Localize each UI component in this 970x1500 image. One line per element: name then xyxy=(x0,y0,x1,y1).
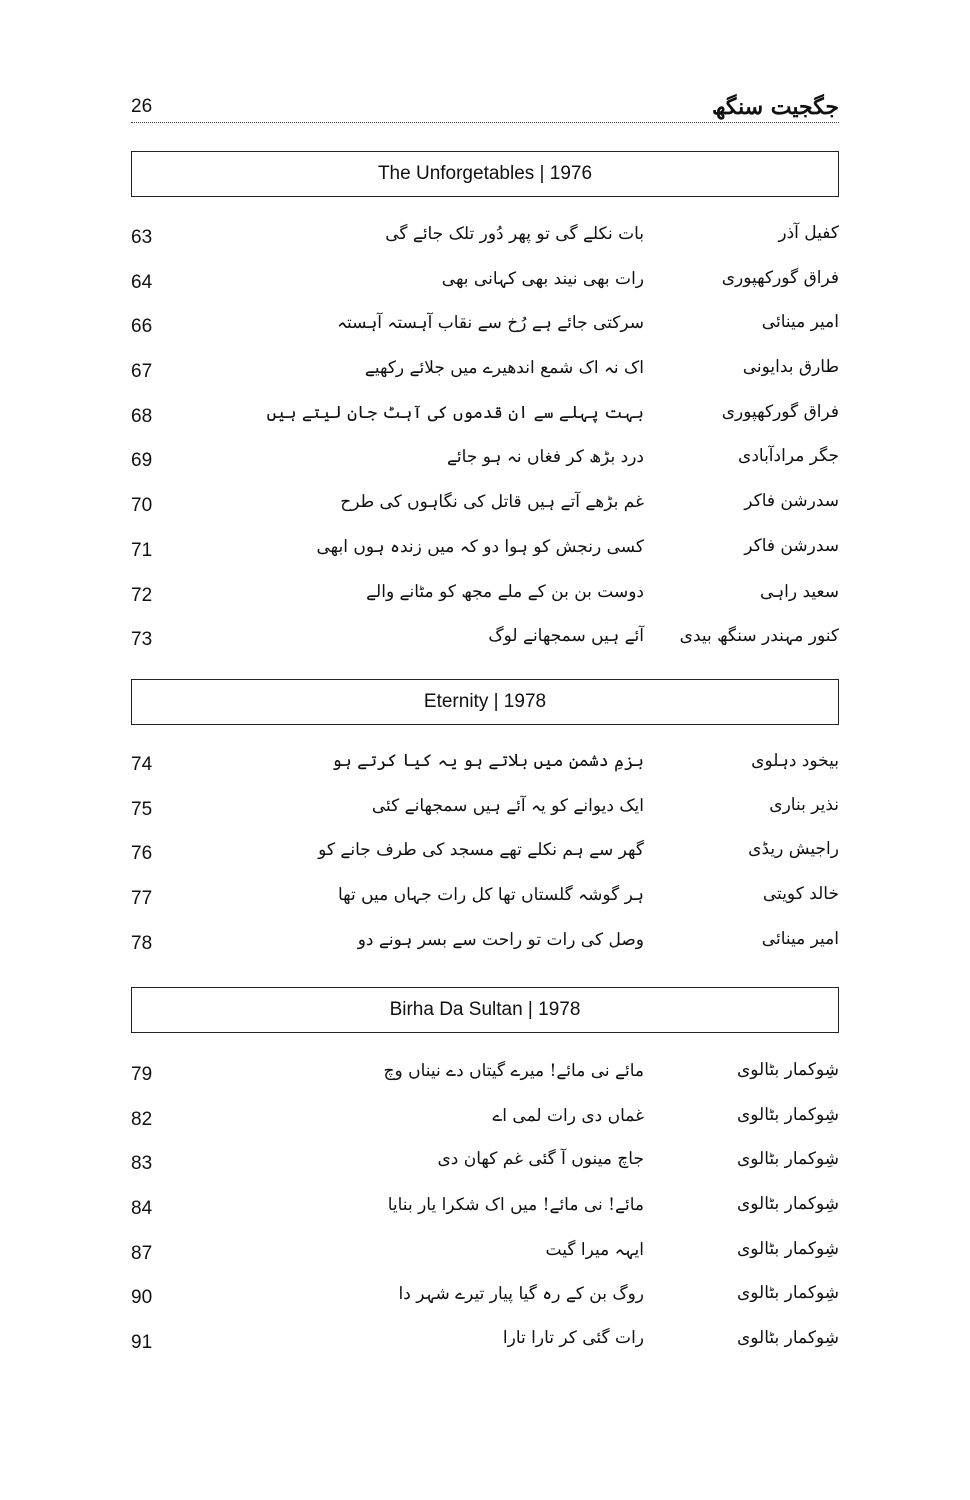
page-header xyxy=(131,82,839,123)
song-title: رات بھی نیند بھی کہانی بھی xyxy=(441,268,644,289)
page-ref: 77 xyxy=(131,888,153,910)
song-title: بہت پہلے سے ان قدموں کی آہٹ جان لیتے ہیں xyxy=(266,402,644,423)
poet-name: امیر مینائی xyxy=(761,928,839,949)
list-item xyxy=(131,835,839,880)
list-item xyxy=(131,1279,839,1324)
page-ref: 84 xyxy=(131,1198,153,1220)
page-ref: 73 xyxy=(131,629,153,651)
poet-name: شِوکمار بٹالوی xyxy=(736,1104,839,1125)
poet-name: شِوکمار بٹالوی xyxy=(736,1238,839,1259)
poet-name: کنور مہندر سنگھ بیدی xyxy=(679,626,839,647)
poet-name: کفیل آذر xyxy=(778,223,839,243)
poet-name: جگر مرادآبادی xyxy=(738,446,839,467)
poet-name: طارق بدایونی xyxy=(742,357,839,378)
song-title: ہر گوشہ گلستاں تھا کل رات جہاں میں تھا xyxy=(337,885,644,906)
poet-name: فراق گورکھپوری xyxy=(721,267,839,288)
list-item xyxy=(131,532,839,577)
poet-name: خالد کویتی xyxy=(762,884,839,905)
list-item xyxy=(131,353,839,398)
song-title: مائے! نی مائے! میں اک شکرا یار بنایا xyxy=(387,1195,644,1216)
song-title: ایک دیوانے کو یہ آئے ہیں سمجھانے کئی xyxy=(371,795,644,816)
list-item xyxy=(131,398,839,443)
page-ref: 74 xyxy=(131,754,153,775)
page-ref: 68 xyxy=(131,405,153,427)
poet-name: امیر مینائی xyxy=(761,312,839,333)
song-title: گھر سے ہم نکلے تھے مسجد کی طرف جانے کو xyxy=(318,840,644,861)
page-ref: 91 xyxy=(131,1332,153,1354)
song-title: وصل کی رات تو راحت سے بسر ہونے دو xyxy=(357,929,644,950)
song-title: جاچ مینوں آ گئی غم کھان دی xyxy=(437,1149,644,1170)
page-ref: 66 xyxy=(131,316,153,338)
page-ref: 75 xyxy=(131,798,153,820)
song-title: ایہہ میرا گیت xyxy=(545,1239,644,1260)
song-title: آئے ہیں سمجھانے لوگ xyxy=(488,626,644,647)
song-title: رات گئی کر تارا تارا xyxy=(502,1328,644,1349)
list-item xyxy=(131,308,839,353)
poet-name: سعید راہی xyxy=(760,581,839,602)
list-item xyxy=(131,791,839,836)
section-title-box xyxy=(131,987,839,1033)
poet-name: شِوکمار بٹالوی xyxy=(736,1149,839,1170)
page-ref: 90 xyxy=(131,1287,153,1309)
page-ref: 69 xyxy=(131,450,153,472)
page-ref: 71 xyxy=(131,539,153,561)
page-ref: 79 xyxy=(131,1064,153,1085)
list-item xyxy=(131,1190,839,1235)
list-item xyxy=(131,487,839,532)
poet-name: شِوکمار بٹالوی xyxy=(736,1060,839,1080)
page-ref: 83 xyxy=(131,1153,153,1175)
section-title: Eternity | 1978 xyxy=(423,691,547,712)
poet-name: راجیش ریڈی xyxy=(748,839,839,860)
song-title: بزمِ دشمن میں بلاتے ہو یہ کیا کرتے ہو xyxy=(331,751,644,771)
list-item xyxy=(131,925,839,970)
poet-name: شِوکمار بٹالوی xyxy=(736,1328,839,1349)
list-item xyxy=(131,577,839,622)
book-title: جگجیت سنگھ xyxy=(712,94,839,120)
song-title: دوست بن بن کے ملے مجھ کو مٹانے والے xyxy=(366,581,644,602)
page-ref: 63 xyxy=(131,227,153,248)
poet-name: سدرشن فاکر xyxy=(744,535,839,556)
poet-name: شِوکمار بٹالوی xyxy=(736,1283,839,1304)
poet-name: سدرشن فاکر xyxy=(744,491,839,512)
list-item xyxy=(131,1145,839,1190)
song-title: غماں دی رات لمی اے xyxy=(492,1105,644,1126)
song-title: غم بڑھے آتے ہیں قاتل کی نگاہوں کی طرح xyxy=(340,492,644,513)
section-title-box xyxy=(131,679,839,725)
poet-name: فراق گورکھپوری xyxy=(721,401,839,422)
song-title: مائے نی مائے! میرے گیتاں دے نیناں وچ xyxy=(383,1061,644,1081)
list-item xyxy=(131,1235,839,1280)
page-ref: 70 xyxy=(131,495,153,517)
song-title: اک نہ اک شمع اندھیرے میں جلائے رکھیے xyxy=(364,358,644,379)
section-title: Birha Da Sultan | 1978 xyxy=(389,999,581,1020)
page-ref: 67 xyxy=(131,361,153,383)
section-title-box xyxy=(131,151,839,197)
poet-name: بیخود دہلوی xyxy=(751,751,839,771)
song-title: روگ بن کے رہ گیا پیار تیرے شہر دا xyxy=(398,1284,644,1305)
page-ref: 87 xyxy=(131,1242,153,1264)
list-item xyxy=(131,621,839,666)
list-item xyxy=(131,442,839,487)
section-title: The Unforgetables | 1976 xyxy=(377,163,593,184)
section-entries xyxy=(131,219,839,666)
list-item xyxy=(131,1056,839,1101)
section-entries xyxy=(131,746,839,969)
list-item xyxy=(131,746,839,791)
list-item xyxy=(131,1324,839,1369)
song-title: سرکتی جائے ہے رُخ سے نقاب آہستہ آہستہ xyxy=(337,313,644,334)
page-number: 26 xyxy=(131,96,153,117)
list-item xyxy=(131,264,839,309)
list-item xyxy=(131,1101,839,1146)
song-title: کسی رنجش کو ہوا دو کہ میں زندہ ہوں ابھی xyxy=(316,536,644,557)
list-item xyxy=(131,880,839,925)
page-ref: 78 xyxy=(131,932,153,954)
page-ref: 72 xyxy=(131,584,153,606)
song-title: درد بڑھ کر فغاں نہ ہو جائے xyxy=(446,447,644,468)
section-entries xyxy=(131,1056,839,1369)
page-ref: 82 xyxy=(131,1108,153,1130)
poet-name: شِوکمار بٹالوی xyxy=(736,1194,839,1215)
page-ref: 76 xyxy=(131,843,153,865)
song-title: بات نکلے گی تو پھر دُور تلک جائے گی xyxy=(385,224,644,244)
poet-name: نذیر بناری xyxy=(769,794,839,815)
list-item xyxy=(131,219,839,264)
page-ref: 64 xyxy=(131,271,153,293)
